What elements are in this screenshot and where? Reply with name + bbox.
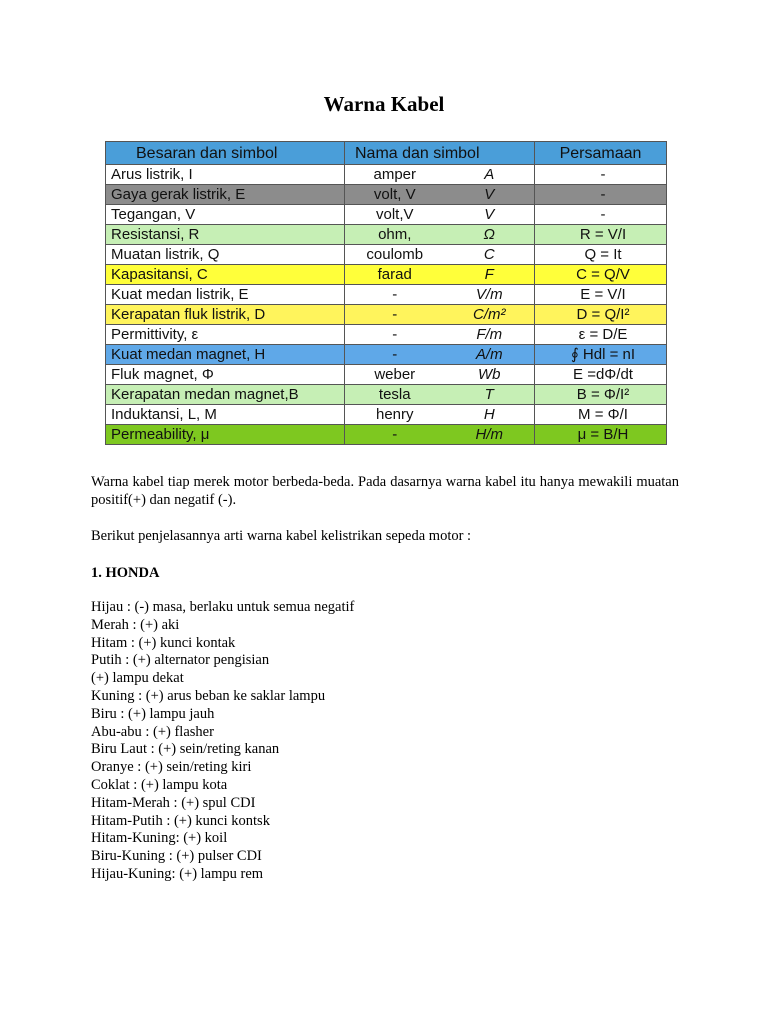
cell-unit-name: volt,V <box>345 205 440 225</box>
explanation-paragraph: Berikut penjelasannya arti warna kabel kelistrikan sepeda motor : <box>91 528 472 544</box>
table-body <box>106 165 667 445</box>
cell-equation: C = Q/V <box>535 265 667 285</box>
list-item: Oranye : (+) sein/reting kiri <box>91 759 252 776</box>
list-item: Hijau : (-) masa, berlaku untuk semua negatif <box>91 599 355 615</box>
cell-unit-name: - <box>345 425 440 445</box>
cell-quantity: Induktansi, L, M <box>106 405 345 425</box>
cell-unit-name: volt, V <box>345 185 440 205</box>
cell-equation: - <box>535 165 667 185</box>
cell-quantity: Gaya gerak listrik, E <box>106 185 345 205</box>
cell-unit-symbol: C <box>440 245 535 265</box>
cell-quantity: Permeability, μ <box>106 425 345 445</box>
cell-unit-symbol: H/m <box>440 425 535 445</box>
cell-equation: - <box>535 205 667 225</box>
cell-unit-symbol: Ω <box>440 225 535 245</box>
cell-quantity: Muatan listrik, Q <box>106 245 345 265</box>
cell-equation: ∮ Hdl = nI <box>535 345 667 365</box>
table-row <box>106 325 667 345</box>
table-row <box>106 185 667 205</box>
cell-quantity: Kuat medan listrik, E <box>106 285 345 305</box>
physics-quantity-table <box>105 141 667 445</box>
cell-unit-symbol: A <box>440 165 535 185</box>
cell-equation: B = Φ/I² <box>535 385 667 405</box>
table-row <box>106 385 667 405</box>
list-item: Coklat : (+) lampu kota <box>91 776 228 793</box>
cell-unit-name: - <box>345 285 440 305</box>
cell-unit-name: - <box>345 345 440 365</box>
cell-unit-symbol: V <box>440 205 535 225</box>
header-quantity: Besaran dan simbol <box>106 142 345 165</box>
cell-equation: E =dΦ/dt <box>535 365 667 385</box>
cell-equation: - <box>535 185 667 205</box>
table-row <box>106 205 667 225</box>
table-row <box>106 425 667 445</box>
table-row <box>106 265 667 285</box>
cell-equation: M = Φ/I <box>535 405 667 425</box>
list-item: Merah : (+) aki <box>91 616 180 633</box>
table-row <box>106 225 667 245</box>
cell-equation: ε = D/E <box>535 325 667 345</box>
cell-quantity: Kuat medan magnet, H <box>106 345 345 365</box>
cell-quantity: Arus listrik, I <box>106 165 345 185</box>
table-row <box>106 405 667 425</box>
cell-quantity: Kapasitansi, C <box>106 265 345 285</box>
physics-table-container <box>105 141 666 445</box>
cell-unit-name: ohm, <box>345 225 440 245</box>
cell-equation: E = V/I <box>535 285 667 305</box>
table-header-row <box>106 142 667 165</box>
table-row <box>106 165 667 185</box>
header-equation: Persamaan <box>535 142 667 165</box>
cell-unit-name: tesla <box>345 385 440 405</box>
cell-quantity: Tegangan, V <box>106 205 345 225</box>
cell-unit-symbol: Wb <box>440 365 535 385</box>
table-row <box>106 345 667 365</box>
cell-equation: μ = B/H <box>535 425 667 445</box>
list-item: Hijau-Kuning: (+) lampu rem <box>91 865 264 882</box>
page-title: Warna Kabel <box>323 92 445 116</box>
cell-unit-symbol: V/m <box>440 285 535 305</box>
table-row <box>106 305 667 325</box>
list-item: Kuning : (+) arus beban ke saklar lampu <box>91 687 326 704</box>
cell-quantity: Fluk magnet, Φ <box>106 365 345 385</box>
list-item: Biru : (+) lampu jauh <box>91 705 215 722</box>
list-item: Biru-Kuning : (+) pulser CDI <box>91 848 262 865</box>
list-item: Putih : (+) alternator pengisian <box>91 652 270 669</box>
list-item: Hitam : (+) kunci kontak <box>91 634 236 651</box>
list-item: Biru Laut : (+) sein/reting kanan <box>91 741 280 758</box>
table-row <box>106 285 667 305</box>
list-item: Hitam-Kuning: (+) koil <box>91 830 228 847</box>
cell-unit-symbol: V <box>440 185 535 205</box>
cell-unit-symbol: H <box>440 405 535 425</box>
cell-unit-symbol: F <box>440 265 535 285</box>
list-item: Abu-abu : (+) flasher <box>91 723 214 740</box>
cell-unit-symbol: T <box>440 385 535 405</box>
table-row <box>106 365 667 385</box>
cell-quantity: Kerapatan medan magnet,B <box>106 385 345 405</box>
cell-quantity: Permittivity, ε <box>106 325 345 345</box>
honda-color-list <box>91 598 679 883</box>
list-item: Hitam-Merah : (+) spul CDI <box>91 794 256 811</box>
cell-unit-symbol: C/m² <box>440 305 535 325</box>
cell-quantity: Resistansi, R <box>106 225 345 245</box>
cell-unit-name: amper <box>345 165 440 185</box>
cell-equation: R = V/I <box>535 225 667 245</box>
list-item: Hitam-Putih : (+) kunci kontsk <box>91 812 270 829</box>
cell-unit-name: henry <box>345 405 440 425</box>
cell-unit-name: - <box>345 325 440 345</box>
cell-unit-symbol: A/m <box>440 345 535 365</box>
cell-unit-symbol: F/m <box>440 325 535 345</box>
cell-unit-name: - <box>345 305 440 325</box>
cell-quantity: Kerapatan fluk listrik, D <box>106 305 345 325</box>
intro-paragraph: Warna kabel tiap merek motor berbeda-beda. Pada dasarnya warna kabel itu hanya mewakili muatan positif(+) dan negatif (-). <box>91 474 679 508</box>
cell-unit-name: coulomb <box>345 245 440 265</box>
list-item: (+) lampu dekat <box>91 670 184 687</box>
cell-unit-name: farad <box>345 265 440 285</box>
cell-unit-name: weber <box>345 365 440 385</box>
header-name-symbol: Nama dan simbol <box>345 142 535 165</box>
table-row <box>106 245 667 265</box>
cell-equation: D = Q/I² <box>535 305 667 325</box>
cell-equation: Q = It <box>535 245 667 265</box>
section-heading-honda: 1. HONDA <box>91 565 160 581</box>
